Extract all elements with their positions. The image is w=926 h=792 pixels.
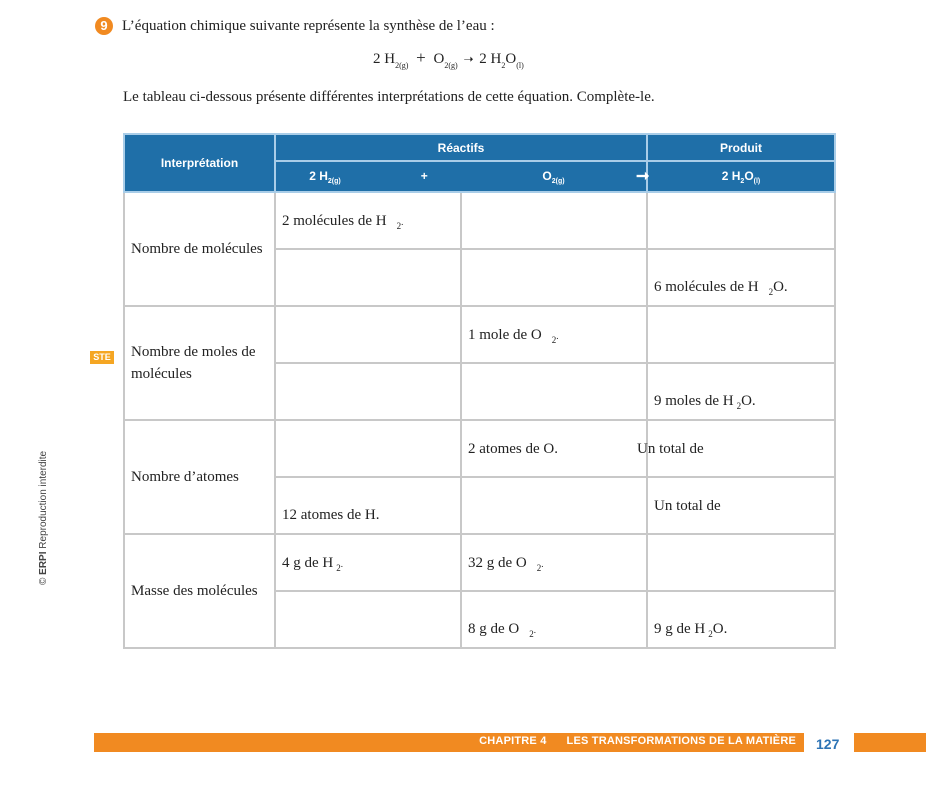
cell-o2[interactable] [461,192,647,249]
brand-name: ERPI [38,551,49,575]
footer-chapter [479,735,796,747]
eq-h2o-sub: 2 [501,61,506,70]
chapter-title: LES TRANSFORMATIONS DE LA MATIÈRE [566,735,796,747]
table-row [124,192,835,249]
header-o2: $O_{2(g)}$ [542,168,565,185]
eq-h2o-o: O [505,51,517,67]
row-label: Masse des molécules [124,534,275,648]
cell-o2[interactable] [461,249,647,306]
copyright-icon: © [38,577,49,585]
footer-bar-right [854,733,926,752]
row-label: Nombre de moles de molécules [124,306,275,420]
cell-h2[interactable]: 2 molécules de H $_2$. [275,192,461,249]
cell-o2[interactable]: 1 mole de O $_2$. [461,306,647,363]
header-reactifs: Réactifs [275,134,647,161]
eq-plus: + [416,48,426,67]
page-number: 127 [816,736,840,752]
credit-text: Reproduction interdite [38,450,49,549]
cell-h2[interactable] [275,306,461,363]
cell-h2[interactable] [275,420,461,477]
eq-h2: 2 H [373,51,396,67]
copyright-credit [38,451,49,585]
cell-o2[interactable]: 8 g de O $_2$. [461,591,647,648]
exercise-number-badge: 9 [95,17,113,35]
row-label: Nombre d’atomes [124,420,275,534]
cell-h2[interactable]: 4 g de H $_2$. [275,534,461,591]
header-arrow-icon: ➞ [636,168,650,185]
cell-h2o[interactable]: Un total de [647,477,835,534]
interpretation-table [123,133,836,649]
cell-h2o[interactable]: 9 g de H $_2$O. [647,591,835,648]
header-interpretation: Interprétation [124,134,275,192]
cell-h2[interactable] [275,363,461,420]
exercise-intro: L’équation chimique suivante représente la synthèse de l’eau : [122,18,495,34]
cell-h2o[interactable]: 6 molécules de H $_2$O. [647,249,835,306]
eq-arrow-icon: ➝ [463,52,474,66]
header-plus: + [420,168,428,183]
eq-h2-sub: 2(g) [395,61,409,70]
eq-h2o-state: (l) [516,61,524,70]
row-label: Nombre de molécules [124,192,275,306]
cell-h2o[interactable]: 9 moles de H $_2$O. [647,363,835,420]
exercise-instruction: Le tableau ci-dessous présente différentes interprétations de cette équation. Complète-le. [123,89,655,105]
cell-h2o[interactable]: Un total de [647,420,835,477]
cell-h2[interactable] [275,249,461,306]
header-produit: Produit [647,134,835,161]
table-row [124,306,835,363]
cell-h2o[interactable] [647,534,835,591]
cell-o2[interactable]: 32 g de O $_2$. [461,534,647,591]
header-h2: 2 $H_{2(g)}$ + [309,168,428,185]
cell-h2o[interactable] [647,192,835,249]
table-row [124,534,835,591]
cell-o2[interactable] [461,363,647,420]
cell-h2[interactable]: 12 atomes de H. [275,477,461,534]
cell-o2[interactable]: 2 atomes de O. [461,420,647,477]
header-reactants-formulas [275,161,650,192]
footer-bar [94,733,804,752]
eq-h2o: 2 H [479,51,502,67]
table-row [124,420,835,477]
cell-h2o[interactable] [647,306,835,363]
eq-o2-sub: 2(g) [444,61,458,70]
cell-o2[interactable] [461,477,647,534]
chapter-number: CHAPITRE 4 [479,735,547,747]
eq-o2: O [433,51,445,67]
ste-badge: STE [90,351,114,364]
cell-h2[interactable] [275,591,461,648]
chemical-equation [373,48,524,70]
header-h2o: ➞ 2 $H_2O_{(l)}$ [647,161,835,192]
